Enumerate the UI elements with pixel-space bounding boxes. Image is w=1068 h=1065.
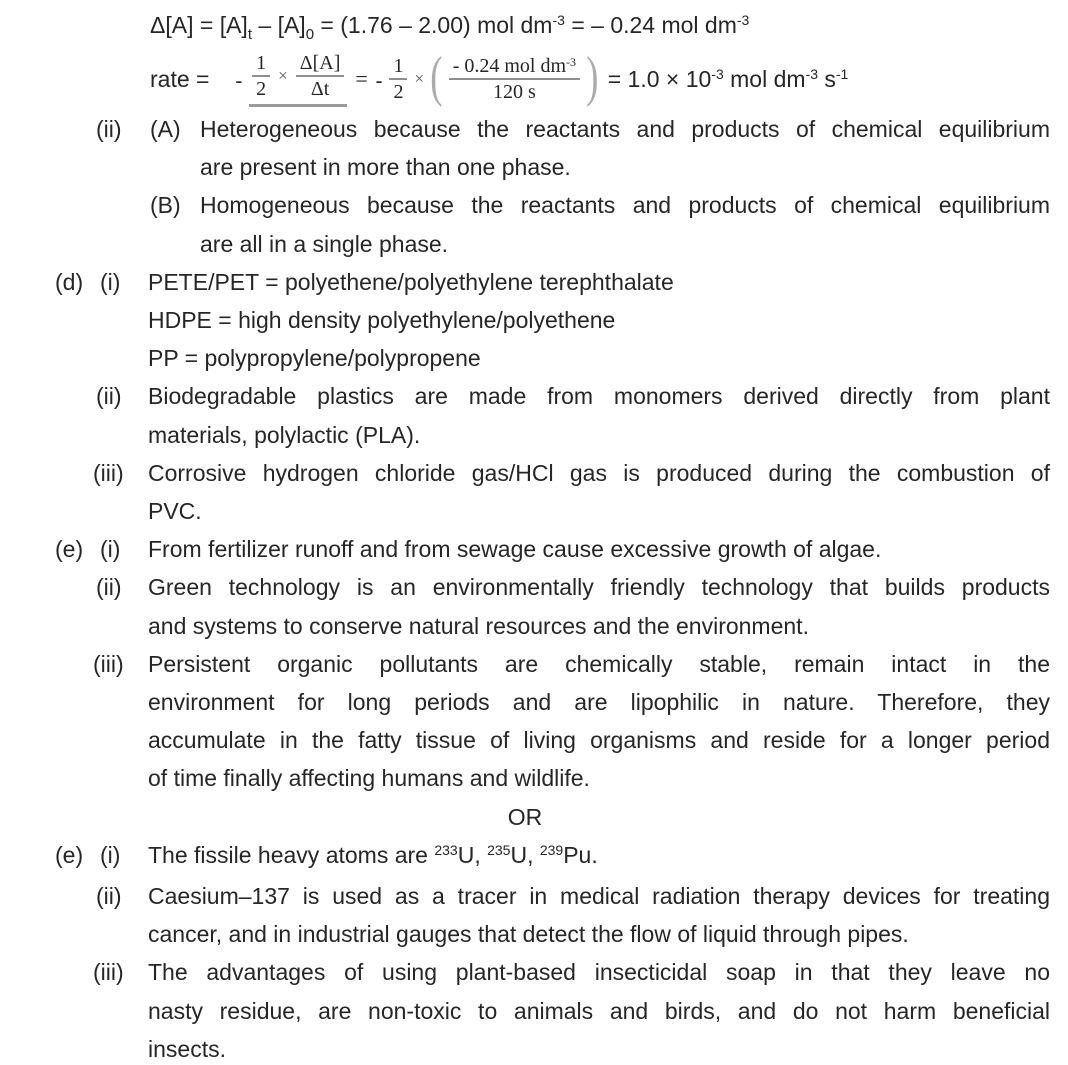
answer-line: nasty residue, are non-toxic to animals and birds, and do not harm beneficial [148, 997, 1050, 1024]
open-parenthesis: ( [430, 46, 443, 108]
answer-line: are all in a single phase. [200, 230, 449, 257]
rate-equation [0, 48, 1068, 110]
text-segment: Pu. [563, 841, 598, 868]
answer-line: Caesium–137 is used as a tracer in medical radiation therapy devices for treating [148, 883, 1050, 910]
text-segment: The fissile heavy atoms are [148, 841, 435, 868]
answer-line: Heterogeneous because the reactants and products of chemical equilibrium [200, 116, 1050, 142]
item-label: (i) [100, 841, 121, 868]
multiply-sign: × [414, 69, 425, 88]
answer-line: and systems to conserve natural resources and the environment. [148, 612, 809, 639]
multiply-sign: × [278, 65, 288, 85]
equation-text: = (1.76 – 2.00) mol dm [314, 12, 553, 38]
answers-list [0, 110, 1050, 1065]
isotope-mass-superscript: 239 [539, 841, 564, 858]
numerator-text: - 0.24 mol dm [452, 55, 567, 77]
answer-line: accumulate in the fatty tissue of living organisms and reside for a longer period [148, 727, 1050, 754]
answer-line: of time finally affecting humans and wildlife. [148, 765, 590, 792]
result-text: = 1.0 × 10 [607, 65, 712, 92]
result-text: s [818, 65, 836, 92]
delta-concentration-equation [0, 6, 1068, 48]
rate-formula [235, 46, 599, 108]
item-label: (B) [150, 192, 181, 219]
close-parenthesis: ) [586, 46, 599, 108]
or-divider: OR [507, 803, 543, 830]
answer-paragraph [0, 645, 1050, 798]
exponent: -1 [835, 65, 849, 82]
answer-line: PVC. [148, 498, 202, 525]
item-label: (ii) [96, 574, 122, 601]
answer-line: PETE/PET = polyethene/polyethylene terephthalate [148, 268, 674, 295]
answer-paragraph [0, 568, 1050, 644]
exponent: -3 [566, 55, 577, 69]
item-label: (iii) [93, 459, 124, 486]
answer-line: The advantages of using plant-based insecticidal soap in that they leave no [148, 959, 1050, 986]
item-label: (iii) [93, 959, 124, 986]
equation-text: = – 0.24 mol dm [564, 12, 737, 38]
minus-sign: - [235, 69, 243, 92]
answer-line: Persistent organic pollutants are chemically stable, remain intact in the [148, 650, 1050, 677]
fraction-delta-A-over-delta-t: $\frac{\Delta[A]}{\Delta t}$ [296, 52, 345, 100]
item-label: (ii) [96, 116, 122, 142]
text-segment: U, [510, 841, 540, 868]
answer-line: Green technology is an environmentally friendly technology that builds products [148, 574, 1050, 601]
item-label: (d) [55, 268, 84, 295]
answer-line: HDPE = high density polyethylene/polyethene [148, 307, 616, 334]
equation-text: – [A] [252, 12, 306, 38]
equation-text: Δ[A] = [A] [150, 12, 248, 38]
answer-line: insects. [148, 1035, 226, 1062]
underlined-fraction-group [249, 52, 347, 107]
answer-line: are present in more than one phase. [200, 154, 571, 181]
minus-sign: - [375, 69, 383, 92]
answer-paragraph [0, 186, 1050, 262]
item-label: (A) [150, 116, 181, 142]
subscript-zero: 0 [305, 26, 315, 43]
item-label: (e) [55, 536, 84, 563]
exponent: -3 [552, 12, 565, 28]
answer-line: From fertilizer runoff and from sewage cause excessive growth of algae. [148, 536, 882, 563]
item-label: (i) [100, 268, 121, 295]
answer-paragraph [0, 110, 1050, 186]
exponent: -3 [736, 12, 750, 28]
answer-line: Biodegradable plastics are made from monomers derived directly from plant [148, 383, 1050, 410]
answer-paragraph [0, 454, 1050, 530]
rate-label: rate = [150, 65, 210, 92]
isotope-mass-superscript: 235 [487, 841, 511, 858]
exponent: -3 [805, 65, 818, 82]
answer-line: cancer, and in industrial gauges that detect the flow of liquid through pipes. [148, 921, 909, 948]
text-segment: U, [457, 841, 488, 868]
item-label: (i) [100, 536, 121, 563]
answer-paragraph [0, 877, 1050, 953]
answer-paragraph [0, 953, 1050, 1065]
fraction-one-half: $\frac{1}{2}$ [252, 52, 270, 100]
fraction-one-half: $\frac{1}{2}$ [389, 55, 407, 103]
answer-line [148, 836, 1050, 877]
exponent: -3 [711, 65, 724, 82]
answer-paragraph [0, 530, 1050, 568]
isotope-mass-superscript: 233 [434, 841, 458, 858]
rate-result [608, 66, 849, 93]
answer-paragraph [0, 836, 1050, 877]
equals-sign: = [355, 66, 368, 91]
answer-paragraph [0, 263, 1050, 378]
answer-line: PP = polypropylene/polypropene [148, 345, 481, 372]
item-label: (iii) [93, 650, 124, 677]
answer-line: Corrosive hydrogen chloride gas/HCl gas is produced during the combustion of [148, 459, 1050, 486]
result-text: mol dm [723, 65, 806, 92]
answer-line: environment for long periods and are lipophilic in nature. Therefore, they [148, 689, 1050, 716]
answer-paragraph [0, 377, 1050, 453]
answer-line: Homogeneous because the reactants and products of chemical equilibrium [200, 192, 1050, 219]
item-label: (ii) [96, 383, 122, 410]
subscript-t: t [247, 26, 252, 43]
item-label: (e) [55, 841, 84, 868]
answer-line: materials, polylactic (PLA). [148, 421, 421, 448]
fraction-concentration-over-time: $\frac{- 0.24 mol dm^{-3}}{120 s}$ [449, 55, 580, 103]
item-label: (ii) [96, 883, 122, 910]
